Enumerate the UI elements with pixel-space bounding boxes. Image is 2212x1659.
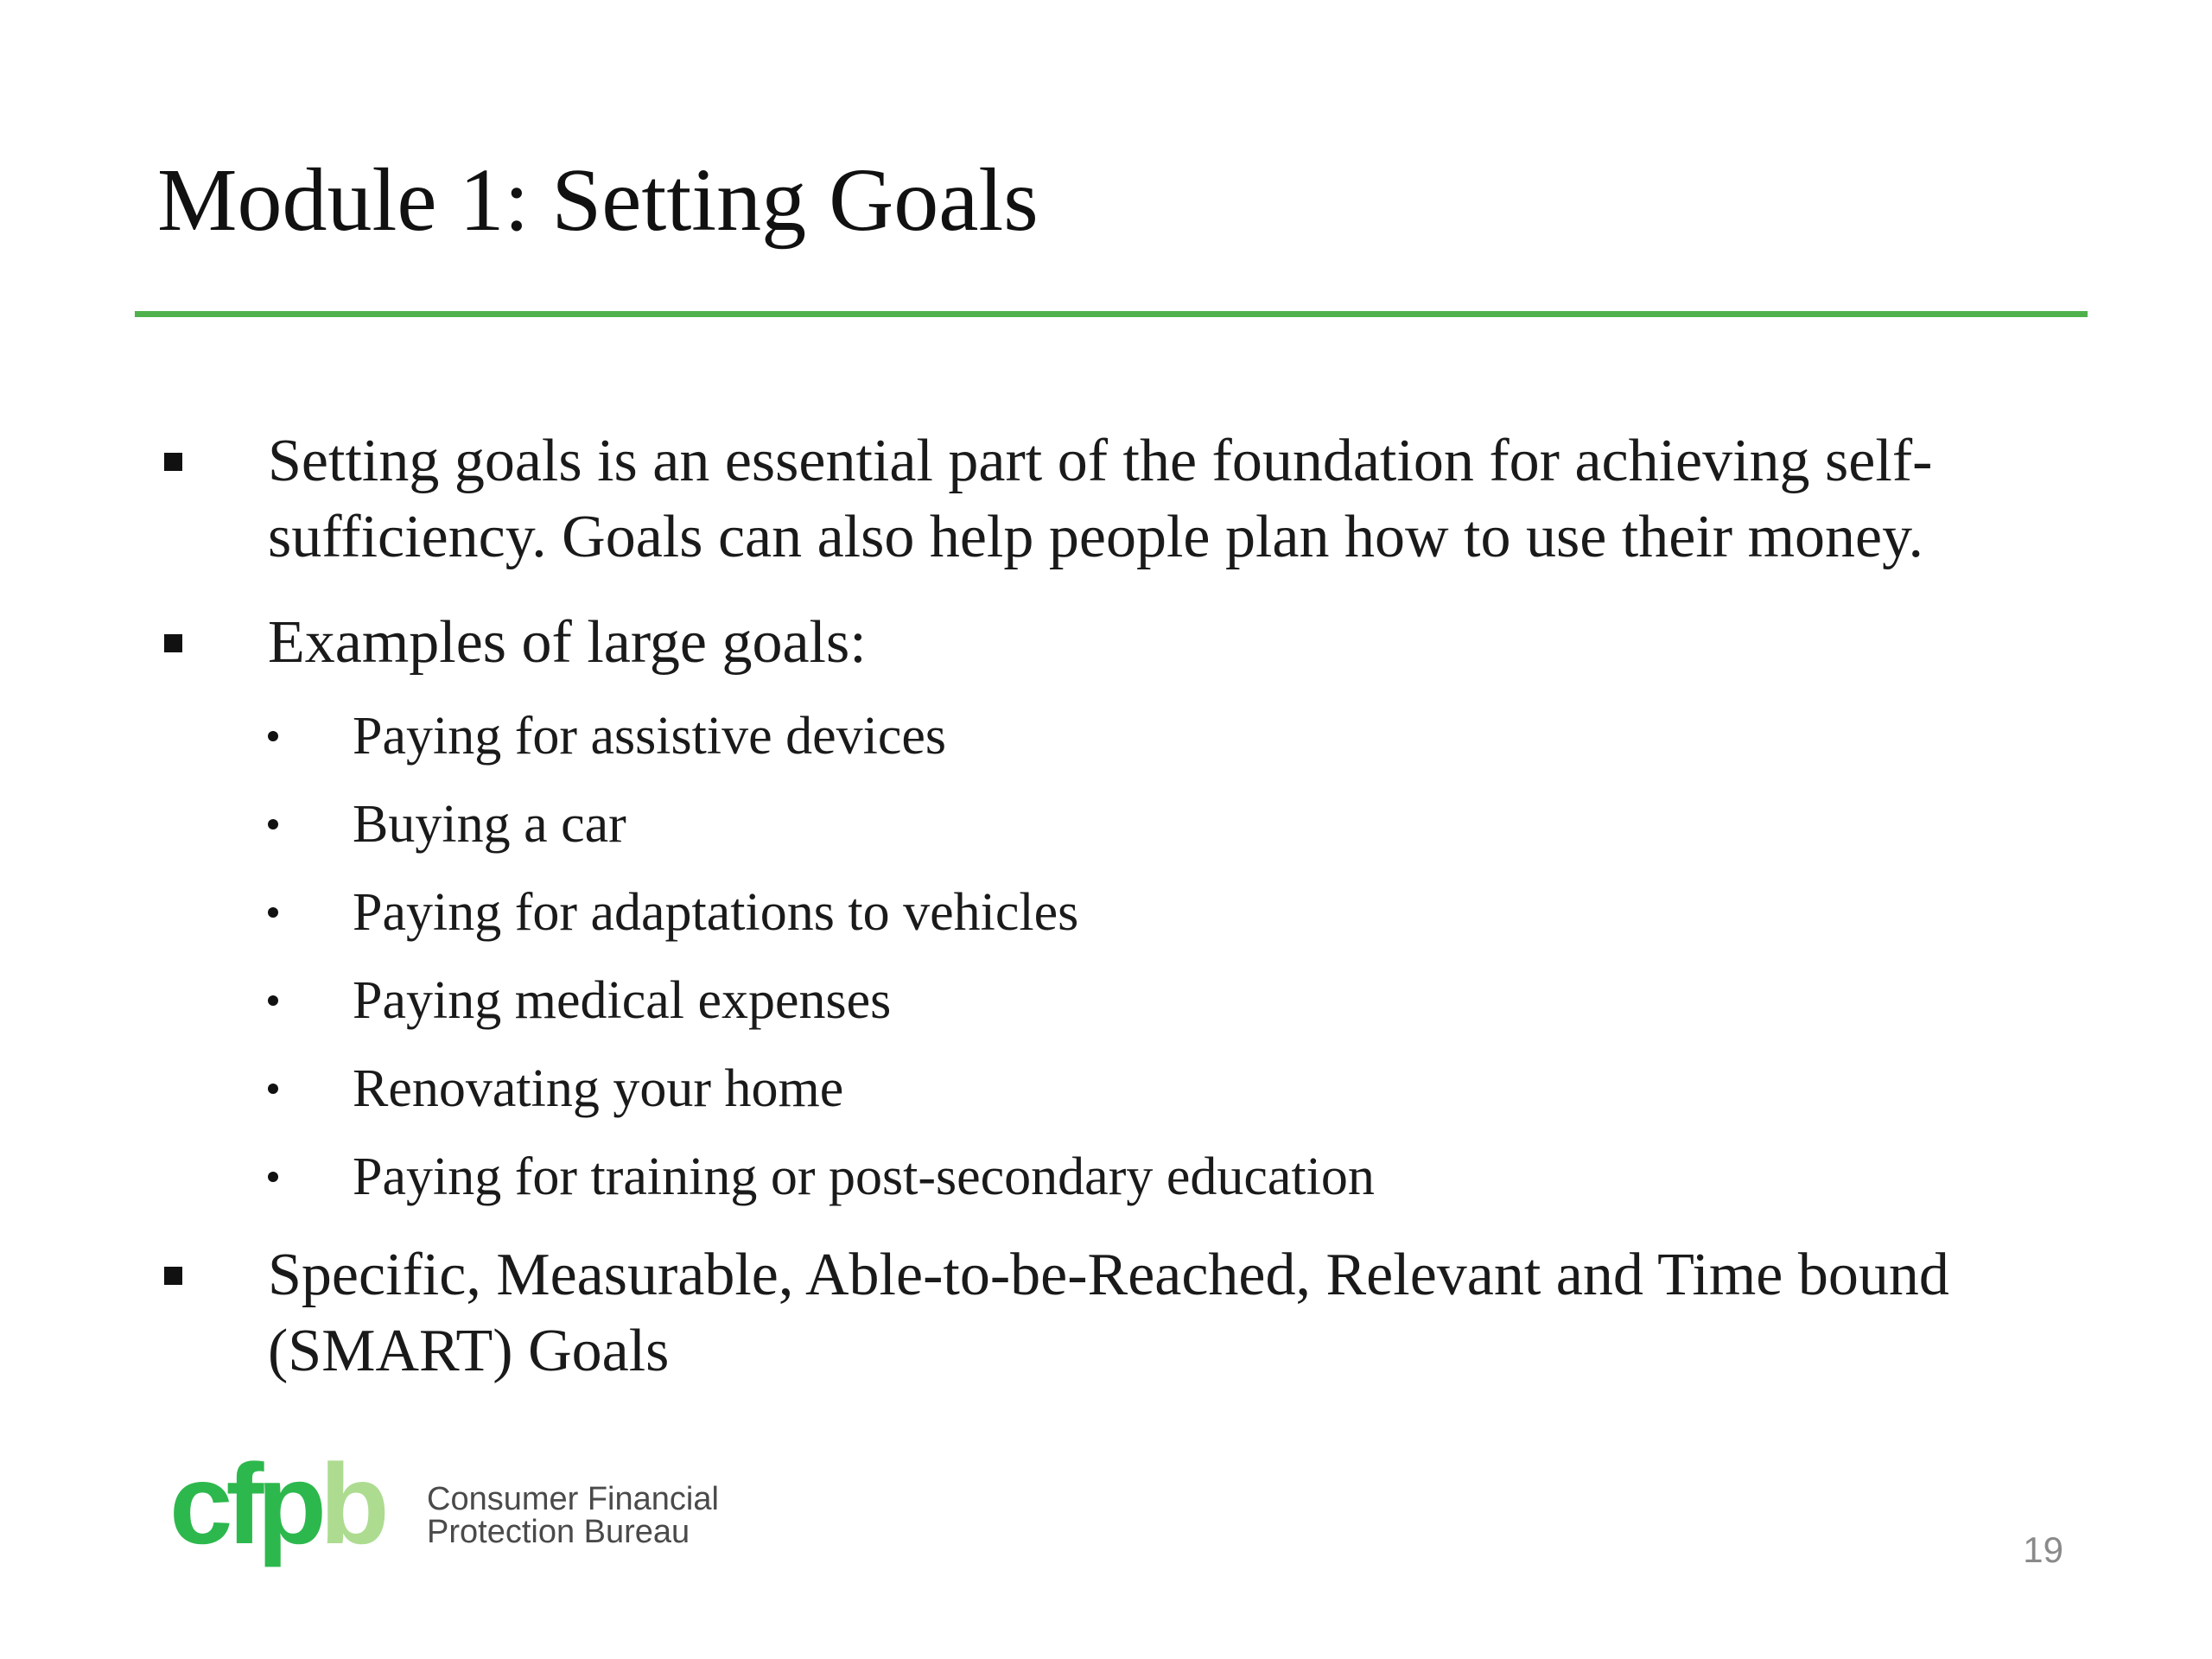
sub-item-text: Paying for assistive devices [353,707,947,766]
title-divider [135,311,2088,317]
logo-org-name [427,1483,719,1548]
square-bullet-icon [164,453,182,471]
sub-item-text: Paying medical expenses [353,971,892,1030]
bullet-text: Specific, Measurable, Able-to-be-Reached, Relevant and Time bound (SMART) Goals [268,1242,1949,1384]
page-number: 19 [2023,1529,2063,1570]
slide-title: Module 1: Setting Goals [157,150,1039,250]
svg-text:cfpb: cfpb [169,1459,383,1567]
sub-item-text: Renovating your home [353,1059,844,1118]
square-bullet-icon [164,1267,182,1285]
round-bullet-icon [268,1172,278,1182]
sub-item-text: Paying for training or post-secondary education [353,1147,1375,1206]
square-bullet-icon [164,634,182,652]
round-bullet-icon [268,907,278,918]
logo-org-line-2: Protection Bureau [427,1514,690,1550]
round-bullet-icon [268,1084,278,1094]
bullet-text: Setting goals is an essential part of the foundation for achieving self-sufficiency. Goals can also help people plan how to use their money. [268,428,1933,570]
logo-org-line-1: Consumer Financial [427,1481,719,1517]
sub-item-text: Buying a car [353,795,626,854]
round-bullet-icon [268,995,278,1006]
bullet-text: Examples of large goals: [268,609,867,676]
round-bullet-icon [268,731,278,741]
sub-item-text: Paying for adaptations to vehicles [353,883,1079,942]
cfpb-logo-mark [169,1459,411,1580]
cfpb-logo [169,1459,947,1580]
round-bullet-icon [268,819,278,830]
